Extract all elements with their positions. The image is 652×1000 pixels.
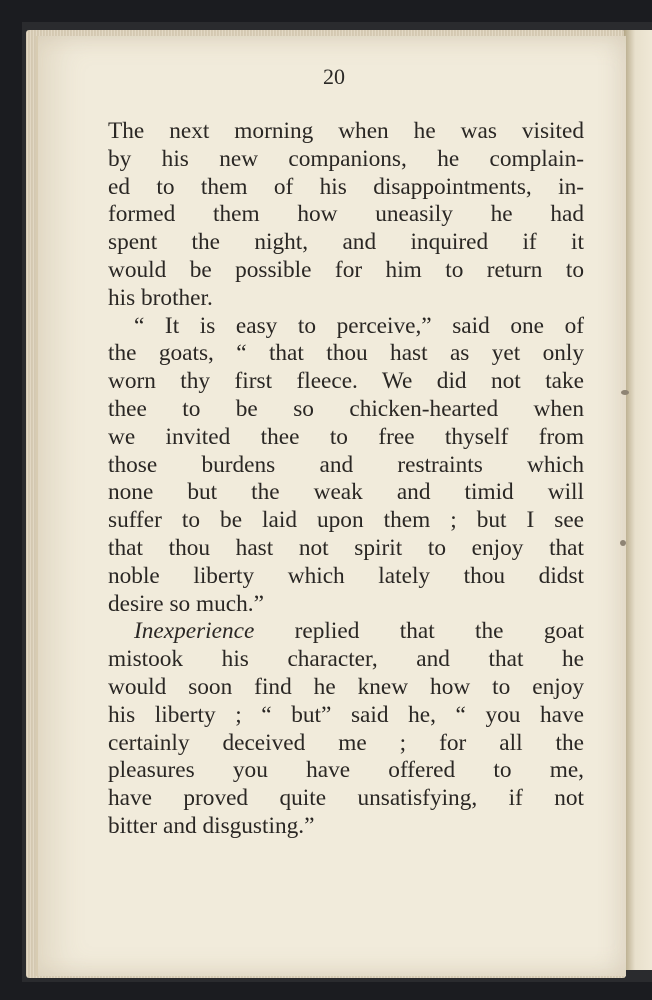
text-line: would be possible for him to return to: [108, 256, 584, 283]
body-text: [108, 118, 584, 841]
book-page: [36, 36, 626, 976]
text-line: suffer to be laid upon them ; but I see: [108, 507, 584, 534]
paper-blemish: [620, 540, 626, 546]
text-line: [108, 618, 584, 646]
paper-blemish: [621, 390, 629, 395]
text-line: would soon find he knew how to enjoy: [108, 673, 584, 700]
text-line: by his new companions, he complain-: [108, 145, 584, 172]
text-line: noble liberty which lately thou didst: [108, 562, 584, 589]
text-line: his liberty ; “ but” said he, “ you have: [108, 701, 584, 728]
text-line: desire so much.”: [108, 590, 264, 617]
text-line: spent the night, and inquired if it: [108, 229, 584, 256]
page-number: 20: [323, 64, 345, 89]
text-line: the goats, “ that thou hast as yet only: [108, 340, 584, 367]
text-line: those burdens and restraints which: [108, 451, 584, 478]
text-line: The next morning when he was visited: [108, 118, 584, 144]
text-line: pleasures you have offered to me,: [108, 757, 584, 784]
text-line: none but the weak and timid will: [108, 479, 584, 506]
text-line: worn thy first fleece. We did not take: [108, 368, 584, 395]
text-line: have proved quite unsatisfying, if not: [108, 785, 584, 812]
text-line: bitter and disgusting.”: [108, 812, 315, 839]
text-line: that thou hast not spirit to enjoy that: [108, 534, 584, 561]
text-fragment: replied that the goat: [254, 618, 584, 645]
facing-page-edge: [624, 30, 652, 970]
text-line: his brother.: [108, 284, 213, 311]
text-line: we invited thee to free thyself from: [108, 423, 584, 450]
text-line: ed to them of his disappointments, in-: [108, 173, 584, 200]
text-line: thee to be so chicken-hearted when: [108, 395, 584, 422]
italic-name: Inexperience: [134, 618, 255, 645]
text-line: “ It is easy to perceive,” said one of: [134, 312, 584, 339]
text-line: certainly deceived me ; for all the: [108, 729, 584, 756]
text-line: formed them how uneasily he had: [108, 201, 584, 228]
text-line: mistook his character, and that he: [108, 646, 584, 673]
